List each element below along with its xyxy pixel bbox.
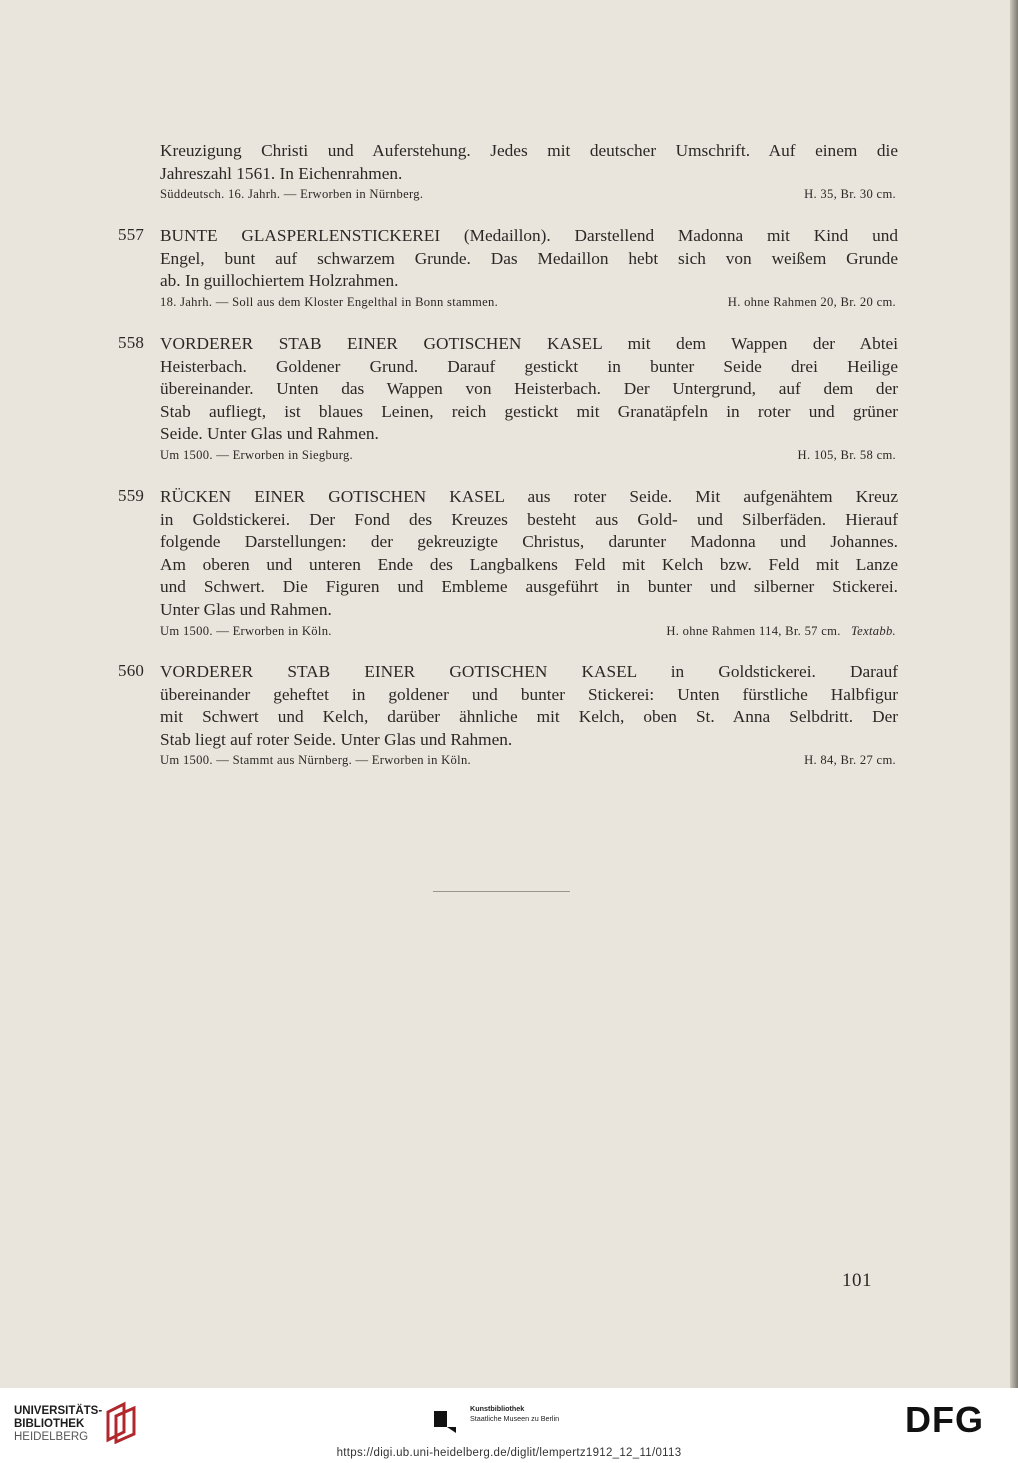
dfg-logo-text: DFG (905, 1402, 984, 1436)
dimensions: H. ohne Rahmen 20, Br. 20 cm. (727, 294, 896, 309)
dimensions: H. 84, Br. 27 cm. (804, 753, 896, 768)
provenance: Süddeutsch. 16. Jahrh. — Erworben in Nürnberg. (160, 187, 424, 202)
entry-description (160, 661, 898, 751)
provenance: Um 1500. — Erworben in Siegburg. (160, 447, 354, 462)
dimensions: H. 35, Br. 30 cm. (804, 187, 896, 202)
kunstbibliothek-emblem-icon (434, 1407, 460, 1433)
footer-bar (0, 1388, 1018, 1463)
catalog-entry-559 (118, 486, 898, 639)
entry-description (160, 140, 898, 185)
dimensions: H. ohne Rahmen 114, Br. 57 cm. (666, 623, 841, 638)
dimensions: H. 105, Br. 58 cm. (797, 447, 896, 462)
catalog-entry-557 (118, 225, 898, 310)
university-library-logo-icon (104, 1400, 142, 1444)
entry-number: 559 (118, 486, 145, 505)
entry-description (160, 333, 898, 446)
text-line: übereinander geheftet in goldener und bunter Stickerei: Unten fürstliche Halbfigur (160, 684, 898, 704)
entry-meta (160, 294, 898, 310)
entry-meta (160, 186, 898, 202)
catalog-entry-560 (118, 661, 898, 768)
kunstbibliothek-text (470, 1404, 559, 1424)
text-line: Heisterbach. Goldener Grund. Darauf gestickt in bunter Seide drei Heilige (160, 356, 898, 376)
section-divider (433, 891, 570, 892)
text-line: folgende Darstellungen: der gekreuzigte Christus, darunter Madonna und Johannes. (160, 532, 898, 552)
text-line: mit Schwert und Kelch, darüber ähnliche mit Kelch, oben St. Anna Selbdritt. Der (160, 707, 898, 727)
text-line: in Goldstickerei. Der Fond des Kreuzes besteht aus Gold- und Silberfäden. Hierauf (160, 509, 898, 529)
entry-number: 560 (118, 661, 145, 680)
text-line: Engel, bunt auf schwarzem Grunde. Das Medaillon hebt sich von weißem Grunde (160, 248, 898, 268)
entry-meta (160, 447, 898, 463)
page-number: 101 (842, 1270, 872, 1291)
entry-meta (160, 752, 898, 768)
university-line-3: HEIDELBERG (14, 1431, 89, 1443)
source-url-link[interactable]: https://digi.ub.uni-heidelberg.de/diglit/lempertz1912_12_11/0113 (336, 1447, 682, 1459)
text-line: RÜCKEN EINER GOTISCHEN KASEL aus roter Seide. Mit aufgenähtem Kreuz (160, 487, 898, 506)
kunstbibliothek-subtitle: Staatliche Museen zu Berlin (470, 1414, 560, 1423)
page-edge-shadow (1010, 0, 1018, 1388)
university-line-1: UNIVERSITÄTS- (14, 1405, 103, 1417)
entry-description (160, 225, 898, 293)
text-line: Seide. Unter Glas und Rahmen. (160, 424, 379, 444)
text-line: Jahreszahl 1561. In Eichenrahmen. (160, 163, 403, 183)
provenance: 18. Jahrh. — Soll aus dem Kloster Engelthal in Bonn stammen. (160, 294, 499, 309)
university-line-2: BIBLIOTHEK (14, 1418, 85, 1430)
kunstbibliothek-title: Kunstbibliothek (470, 1404, 525, 1413)
text-line: VORDERER STAB EINER GOTISCHEN KASEL in Goldstickerei. Darauf (160, 662, 898, 681)
text-line: ab. In guillochiertem Holzrahmen. (160, 271, 399, 291)
text-line: VORDERER STAB EINER GOTISCHEN KASEL mit dem Wappen der Abtei (160, 334, 898, 353)
entry-number: 558 (118, 333, 145, 352)
provenance: Um 1500. — Erworben in Köln. (160, 623, 332, 638)
text-line: und Schwert. Die Figuren und Embleme ausgeführt in bunter und silberner Stickerei. (160, 577, 898, 597)
text-illustration-note: Textabb. (851, 623, 896, 638)
text-line: Stab aufliegt, ist blaues Leinen, reich gestickt mit Granatäpfeln in roter und grüner (160, 401, 898, 421)
catalog-entry-558 (118, 333, 898, 463)
provenance: Um 1500. — Stammt aus Nürnberg. — Erworben in Köln. (160, 753, 471, 768)
entry-meta (160, 623, 898, 639)
dfg-logo[interactable] (905, 1402, 1001, 1436)
text-line: BUNTE GLASPERLENSTICKEREI (Medaillon). Darstellend Madonna mit Kind und (160, 226, 898, 245)
university-library-wordmark[interactable] (14, 1405, 102, 1444)
catalog-entry-continuation (118, 140, 898, 202)
entry-description (160, 486, 898, 622)
dimensions-group (666, 623, 898, 639)
text-line: übereinander. Unten das Wappen von Heisterbach. Der Untergrund, auf dem der (160, 379, 898, 399)
text-line: Kreuzigung Christi und Auferstehung. Jedes mit deutscher Umschrift. Auf einem die (160, 141, 898, 160)
text-line: Am oberen und unteren Ende des Langbalkens Feld mit Kelch bzw. Feld mit Lanze (160, 554, 898, 574)
text-line: Unter Glas und Rahmen. (160, 599, 332, 619)
text-line: Stab liegt auf roter Seide. Unter Glas und Rahmen. (160, 729, 513, 749)
entry-number: 557 (118, 225, 145, 244)
